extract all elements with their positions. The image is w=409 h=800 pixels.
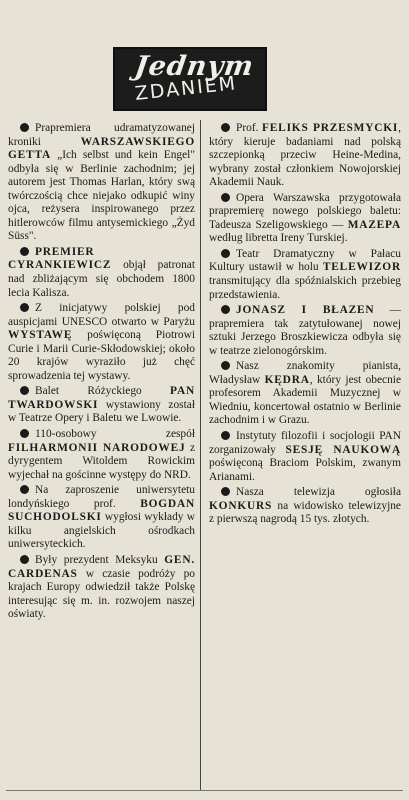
item-text: z dyrygentem Witoldem Rowickim wyjechał na gościnne występy do NRD. [8,441,195,481]
news-item [8,554,195,622]
news-item [8,385,195,426]
item-text: objął patronat nad zbliżającym się obchodem 1800 lecia Kalisza. [8,259,195,299]
item-highlight: SESJĘ NAUKOWĄ [285,443,401,456]
item-text: na widowisko telewizyjne z pierwszą nagrodą 15 tys. złotych. [209,499,401,526]
bullet-icon [221,487,230,496]
item-highlight: FILHARMONII NARODOWEJ [8,441,186,454]
bullet-icon [20,303,29,312]
bottom-rule [6,790,403,791]
bullet-icon [221,249,230,258]
bullet-icon [20,485,29,494]
bullet-icon [221,361,230,370]
news-item [209,192,401,246]
header-word-zdaniem: ZDANIEM [133,72,239,105]
left-column [8,122,195,787]
news-item [209,360,401,428]
item-highlight: TELEWIZOR [322,261,401,274]
item-highlight: WARSZAWSKIEGO GETTA [8,135,195,162]
header-word-jednym: Jednym [132,51,256,82]
item-text: Teatr Dramatyczny w Pałacu Kultury ustawił w holu [209,247,401,274]
right-column [209,122,401,787]
item-highlight: GEN. CARDENAS [8,553,195,580]
bullet-icon [20,247,29,256]
news-item [209,304,401,358]
item-text: poświęconą Piotrowi Curie i Marii Curie-Skłodowskiej; około 20 krajów wyraziło już chęć sprowadzenia tej wystawy. [8,329,195,382]
item-text: Na zaproszenie uniwersytetu londyńskiego prof. [8,484,195,510]
item-text: wystawiony został w Teatrze Opery i Baletu we Lwowie. [8,398,195,425]
item-highlight: MAZEPA [347,218,401,231]
item-text: Prof. [236,122,263,134]
news-item [8,246,195,300]
bullet-icon [221,123,230,132]
news-item [8,484,195,552]
news-item [209,486,401,527]
item-text: w czasie podróży po krajach Europy odwiedził także Polskę interesując się m. in. rozwojem naszej oświaty. [8,567,195,621]
bullet-icon [20,123,29,132]
item-highlight: WYSTAWĘ [8,329,73,342]
news-item [8,122,195,244]
item-highlight: FELIKS PRZESMYCKI [262,122,399,134]
item-text: — prapremiera tak zatytułowanej nowej sztuki Jerzego Broszkiewicza odbyła się w teatrze zielonogórskim. [209,304,401,357]
item-highlight: JONASZ I BŁAZEN [236,304,375,317]
bullet-icon [20,555,29,564]
item-highlight: PAN TWARDOWSKI [8,385,195,411]
item-text: Opera Warszawska przygotowała prapremierę nowego polskiego baletu: Tadeusza Szeligowskiego — [209,191,401,231]
item-text: według libretta Ireny Turskiej. [209,232,348,245]
bullet-icon [20,386,29,395]
news-item [8,302,195,383]
column-header [113,47,267,111]
item-highlight: KONKURS [209,499,273,512]
item-text: Z inicjatywy polskiej pod auspicjami UNESCO otwarto w Paryżu [8,302,195,328]
item-text: , który kieruje badaniami nad polską szczepionką przeciw Heine-Medina, wybrany został członkiem Nowojorskiej Akademii Nauk. [209,122,401,189]
item-text: transmitujący dla spóźnialskich przebieg przedstawienia. [209,275,401,301]
bullet-icon [20,429,29,438]
item-text: Nasza telewizja ogłosiła [236,486,401,499]
item-highlight: PREMIER CYRANKIEWICZ [8,245,112,272]
item-text: wygłosi wykłady w kilku angielskich ośrodkach uniwersyteckich. [8,511,195,551]
item-text: Instytuty filozofii i socjologii PAN zorganizowały [209,430,401,456]
bullet-icon [221,193,230,202]
news-item [8,428,195,482]
item-text: Balet Różyckiego [35,385,171,398]
item-text: , który jest obecnie profesorem Akademii Muzycznej w Wiedniu, koncertował ostatnio w Berlinie zachodnim i w Grazu. [209,373,401,427]
news-item [209,430,401,484]
news-item [209,122,401,190]
item-text: Prapremiera udramatyzowanej kroniki [8,122,195,148]
bullet-icon [221,305,230,314]
item-text: 110-osobowy zespół [35,428,195,441]
item-highlight: KĘDRA [264,373,310,386]
item-text: poświęconą Braciom Polskim, zwanym Arianami. [209,457,401,483]
item-highlight: BOGDAN SUCHODOLSKI [8,497,195,524]
news-item [209,248,401,302]
item-text: Były prezydent Meksyku [35,553,165,566]
bullet-icon [221,431,230,440]
column-divider [200,120,201,790]
item-text: „Ich selbst und kein Engel" odbyła się w Berlinie zachodnim; jej autorem jest Thomas Harlan, który swą twórczością chce niejako odkupić winy ojca, reżysera inspirowanego przez hitlerowców filmu antysemickiego „Żyd Süss". [8,149,195,243]
item-text: Nasz znakomity pianista, Władysław [209,360,401,386]
